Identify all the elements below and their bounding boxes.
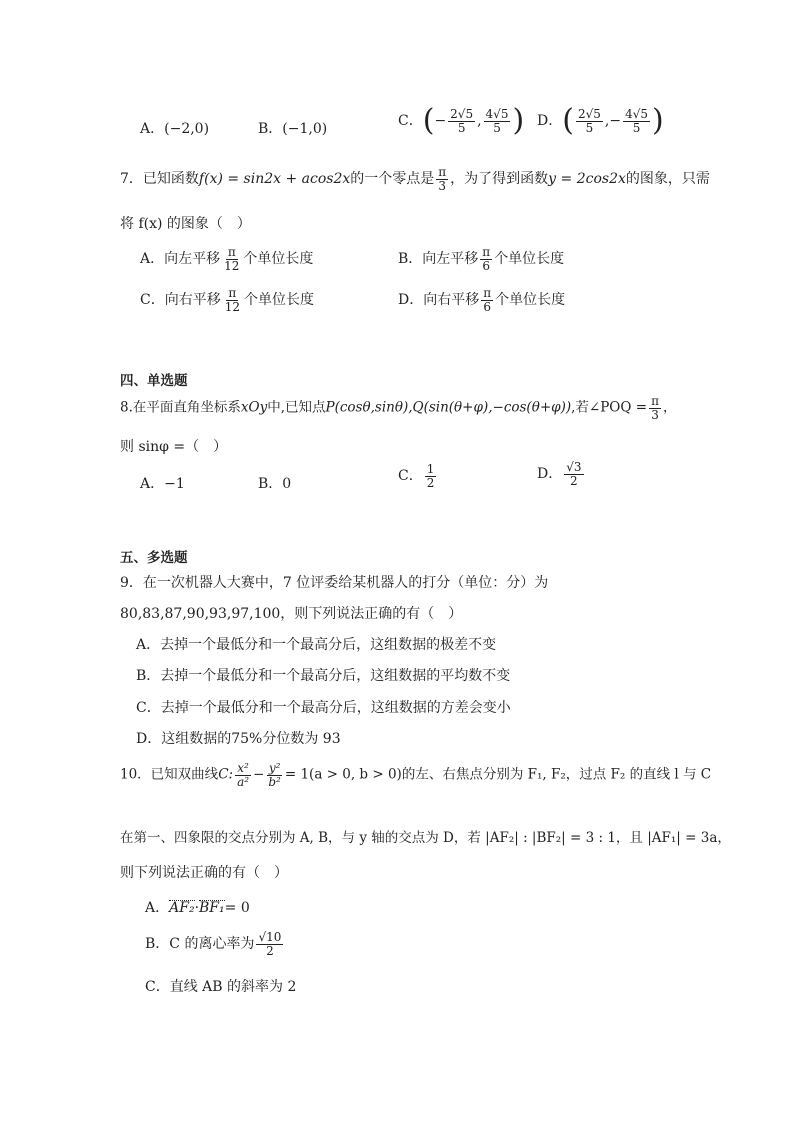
q7-stem-line1: 7．已知函数f(x) = sin2x + acos2x的一个零点是 $\frac{\pi}{3}$ ，为了得到函数y = 2cos2x的图象，只需 — [120, 165, 710, 193]
q6-option-b-label: B． — [258, 121, 283, 137]
q6-option-a-text: (−2,0) — [164, 121, 210, 137]
q8-option-a: A．−1 — [140, 476, 185, 492]
q9-option-b: B．去掉一个最低分和一个最高分后，这组数据的平均数不变 — [136, 668, 511, 684]
q9-option-c: C．去掉一个最低分和一个最高分后，这组数据的方差会变小 — [136, 700, 511, 716]
q9-option-a: A．去掉一个最低分和一个最高分后，这组数据的极差不变 — [136, 637, 497, 653]
q8-stem-line2: 则 sinφ =（ ） — [120, 439, 228, 455]
q6-option-b — [258, 118, 327, 138]
q6-option-c: C．(− $\frac{2√5}{5}$ , $\frac{4√5}{5}$ ) — [398, 103, 525, 138]
section-heading-multiple-choice: 五、多选题 — [120, 550, 188, 566]
q7-option-a: A．向左平移 $\frac{\pi}{12}$ 个单位长度 — [140, 245, 314, 273]
q6-option-d-label: D． — [537, 113, 563, 129]
q10-stem-line3: 则下列说法正确的有（ ） — [120, 865, 288, 881]
q10-stem-line2: 在第一、四象限的交点分别为 A, B，与 y 轴的交点为 D，若 |AF₂| : |BF₂| = 3 : 1，且 |AF₁| = 3a， — [120, 830, 731, 846]
q6-option-b-text: (−1,0) — [282, 121, 328, 137]
q8-option-b: B．0 — [258, 476, 292, 492]
q8-stem-line1: 8.在平面直角坐标系xOy中,已知点P(cosθ,sinθ),Q(sin(θ+φ),−cos(θ+φ)),若∠POQ = $\frac{\pi}{3}$ ， — [120, 394, 677, 422]
q8-option-d: D． $\frac{√3}{2}$ — [537, 460, 582, 488]
q6-option-a — [140, 118, 209, 138]
q6-option-a-label: A． — [140, 121, 165, 137]
q7-option-b: B．向左平移 $\frac{\pi}{6}$ 个单位长度 — [398, 245, 565, 273]
q9-option-d: D．这组数据的75%分位数为 93 — [136, 731, 341, 747]
q7-option-c: C．向右平移 $\frac{\pi}{12}$ 个单位长度 — [140, 286, 314, 314]
q9-stem-line1: 9．在一次机器人大赛中，7 位评委给某机器人的打分（单位：分）为 — [120, 575, 549, 591]
q9-stem-line2: 80,83,87,90,93,97,100，则下列说法正确的有（ ） — [120, 606, 463, 622]
q7-function: f(x) = sin2x + acos2x — [198, 171, 351, 188]
q8-option-c: C． $\frac{1}{2}$ — [398, 462, 435, 490]
q6-option-d: D．( $\frac{2√5}{5}$ ,− $\frac{4√5}{5}$ ) — [537, 103, 664, 138]
q10-option-c: C．直线 AB 的斜率为 2 — [145, 979, 297, 995]
q6-option-c-label: C． — [398, 113, 423, 129]
q10-option-b: B．C 的离心率为 $\frac{√10}{2}$ — [145, 930, 282, 958]
q7-option-d: D．向右平移 $\frac{\pi}{6}$ 个单位长度 — [398, 286, 566, 314]
q10-option-a: A．AF₂·BF₁= 0 — [145, 900, 250, 916]
q10-stem-line1: 10．已知双曲线C: $\frac{\text{x²}}{\text{a²}}$ − $\frac{\text{y²}}{\text{b²}}$ = 1(a > 0, b > 0)的左、右焦点分别为 F₁, F₂，过点 F₂ 的直线 l 与 C — [120, 761, 712, 789]
q7-stem-line2: 将 f(x) 的图象（ ） — [120, 216, 251, 232]
section-heading-single-choice: 四、单选题 — [120, 373, 188, 389]
